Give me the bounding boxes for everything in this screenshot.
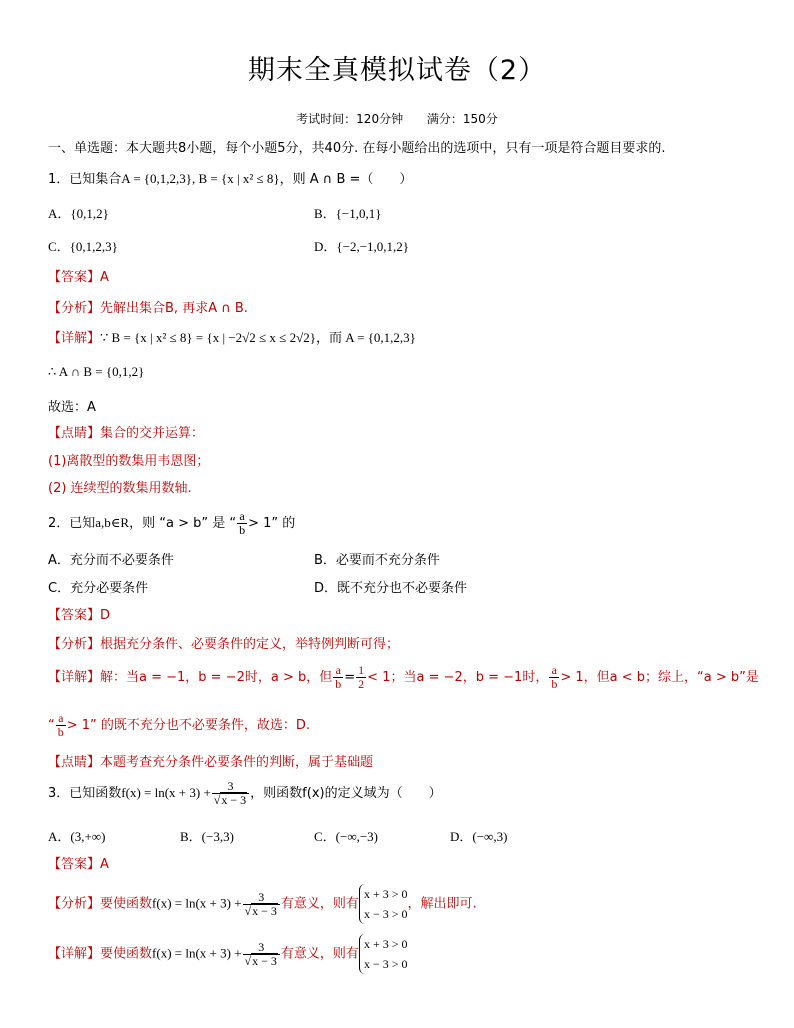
analysis-part-a: 要使函数 [100,896,153,912]
detail-part-a: 解：当a = −1，b = −2时，a > b，但 [100,670,333,685]
full-score: 满分：150分 [426,112,498,126]
q1-option-a[interactable]: A．{0,1,2} [48,206,109,221]
analysis-part-b: 有意义，则有 [280,896,359,912]
q3-analysis [48,884,477,924]
analysis-text: 先解出集合B, 再求A ∩ B. [100,301,248,316]
q2-option-a[interactable]: A．充分而不必要条件 [48,553,174,568]
q2-stem-mid: ，则 “a > b” 是 “ [129,516,237,531]
detail-tag: 【详解】 [48,946,101,962]
q1-stem-suffix: ，则 A ∩ B =（ ） [279,172,413,187]
q2-detail: 【详解】解：当a = −1，b = −2时，a > b，但 $\frac{a}{b}$ = $\frac{1}{2}$ < 1；当a = −2，b = −1时， $\frac{a}{b}$ > 1，但a < b；综上，“a > b”是 [48,663,759,691]
analysis-system: x + 3 > 0 x − 3 > 0 [359,884,408,924]
analysis-function: f(x) = ln(x + 3) + [152,895,242,911]
q2-option-b[interactable]: B．必要而不充分条件 [314,553,440,568]
page-title: 期末全真模拟试卷（2） [247,55,547,86]
q3-option-d[interactable]: D．(−∞,3) [450,829,508,844]
detail-part-b: < 1；当a = −2，b = −1时， [367,670,549,685]
q2-stem [48,510,295,537]
q1-option-d[interactable]: D．{−2,−1,0,1,2} [314,239,410,254]
q2-cond: a,b∈R [95,515,130,530]
q1-option-b[interactable]: B．{−1,0,1} [314,206,382,221]
q2-point [48,751,373,770]
exam-time: 考试时间：120分钟 [296,112,404,126]
q1-option-c[interactable]: C．{0,1,2,3} [48,239,118,254]
analysis-tag: 【分析】 [48,637,101,652]
q1-stem-prefix: 1．已知集合 [48,172,122,187]
q1-point-1: (1)离散型的数集用韦恩图； [48,454,210,469]
analysis-tag: 【分析】 [48,896,101,912]
exam-info [0,110,794,127]
q2-stem-prefix: 2．已知 [48,516,96,531]
q2-option-d[interactable]: D．既不充分也不必要条件 [314,581,468,596]
q2-analysis [48,633,399,652]
q3-stem-prefix: 3．已知函数 [48,786,122,801]
point-text: 本题考查充分条件必要条件的判断，属于基础题 [100,755,374,770]
q1-point [48,422,204,441]
q2-option-c[interactable]: C．充分必要条件 [48,581,149,596]
detail-part-a: 要使函数 [100,946,153,962]
q3-option-c[interactable]: C．(−∞,−3) [314,829,379,844]
q1-answer [48,266,109,285]
detail-frac-ab-3: $\frac{a}{b}$ [57,711,64,739]
point-tag: 【点睛】 [48,426,101,441]
q2-detail-line2: “ $\frac{a}{b}$ > 1” 的既不充分也不必要条件，故选：D. [48,711,311,739]
q3-stem-suffix: ，则函数f(x)的定义域为（ ） [250,786,442,801]
detail-frac-ab-2: $\frac{a}{b}$ [551,663,558,691]
q1-stem [48,168,412,187]
answer-tag: 【答案】 [48,608,101,623]
detail-tag: 【详解】 [48,670,101,685]
answer-tag: 【答案】 [48,857,101,872]
q2-fraction: $\frac{a}{b}$ [239,509,246,537]
section-header: 一、单选题：本大题共8小题，每个小题5分，共40分. 在每小题给出的选项中，只有一项是符合题目要求的. [48,141,666,156]
q1-set-b: , B = {x | x² ≤ 8} [192,171,280,186]
answer-tag: 【答案】 [48,270,101,285]
point-tag: 【点睛】 [48,755,101,770]
detail-tag: 【详解】 [48,331,101,346]
q2-answer [48,604,110,623]
detail-text: ∵ B = {x | x² ≤ 8} = {x | −2√2 ≤ x ≤ 2√2}，而 A = {0,1,2,3} [100,330,416,345]
q3-stem [48,780,442,807]
point-text: 集合的交并运算： [100,426,205,441]
answer-value: A [100,857,109,872]
q1-point-2: (2) 连续型的数集用数轴. [48,481,192,496]
detail-function: f(x) = ln(x + 3) + [152,945,242,961]
q2-stem-tail: > 1” 的 [248,516,296,531]
q3-option-b[interactable]: B．(−3,3) [180,829,234,844]
answer-value: A [100,270,109,285]
answer-value: D [100,608,111,623]
detail-frac-half: $\frac{1}{2}$ [358,663,365,691]
analysis-tag: 【分析】 [48,301,101,316]
detail-system: x + 3 > 0 x − 3 > 0 [359,934,408,974]
analysis-fraction: $\frac{3}{√x - 3}$ [243,891,280,918]
q3-option-a[interactable]: A．(3,+∞) [48,829,106,844]
q1-analysis [48,297,248,316]
q1-detail-2: ∴ A ∩ B = {0,1,2} [48,364,145,379]
analysis-part-c: ，解出即可. [407,896,477,912]
q1-set-a: A = {0,1,2,3} [121,171,193,186]
q3-answer [48,853,109,872]
detail-part-b: 有意义，则有 [280,946,359,962]
analysis-text: 根据充分条件、必要条件的定义，举特例判断可得； [100,637,400,652]
q3-fraction: $\frac{3}{√x - 3}$ [212,780,249,807]
detail-frac-ab: $\frac{a}{b}$ [335,663,342,691]
q1-choose: 故选：A [48,400,96,415]
detail-fraction: $\frac{3}{√x - 3}$ [243,941,280,968]
q1-detail [48,327,416,346]
q3-function: f(x) = ln(x + 3) + [121,785,211,800]
q3-detail [48,934,407,974]
detail-part-c: > 1，但a < b；综上，“a > b”是 [560,670,759,685]
